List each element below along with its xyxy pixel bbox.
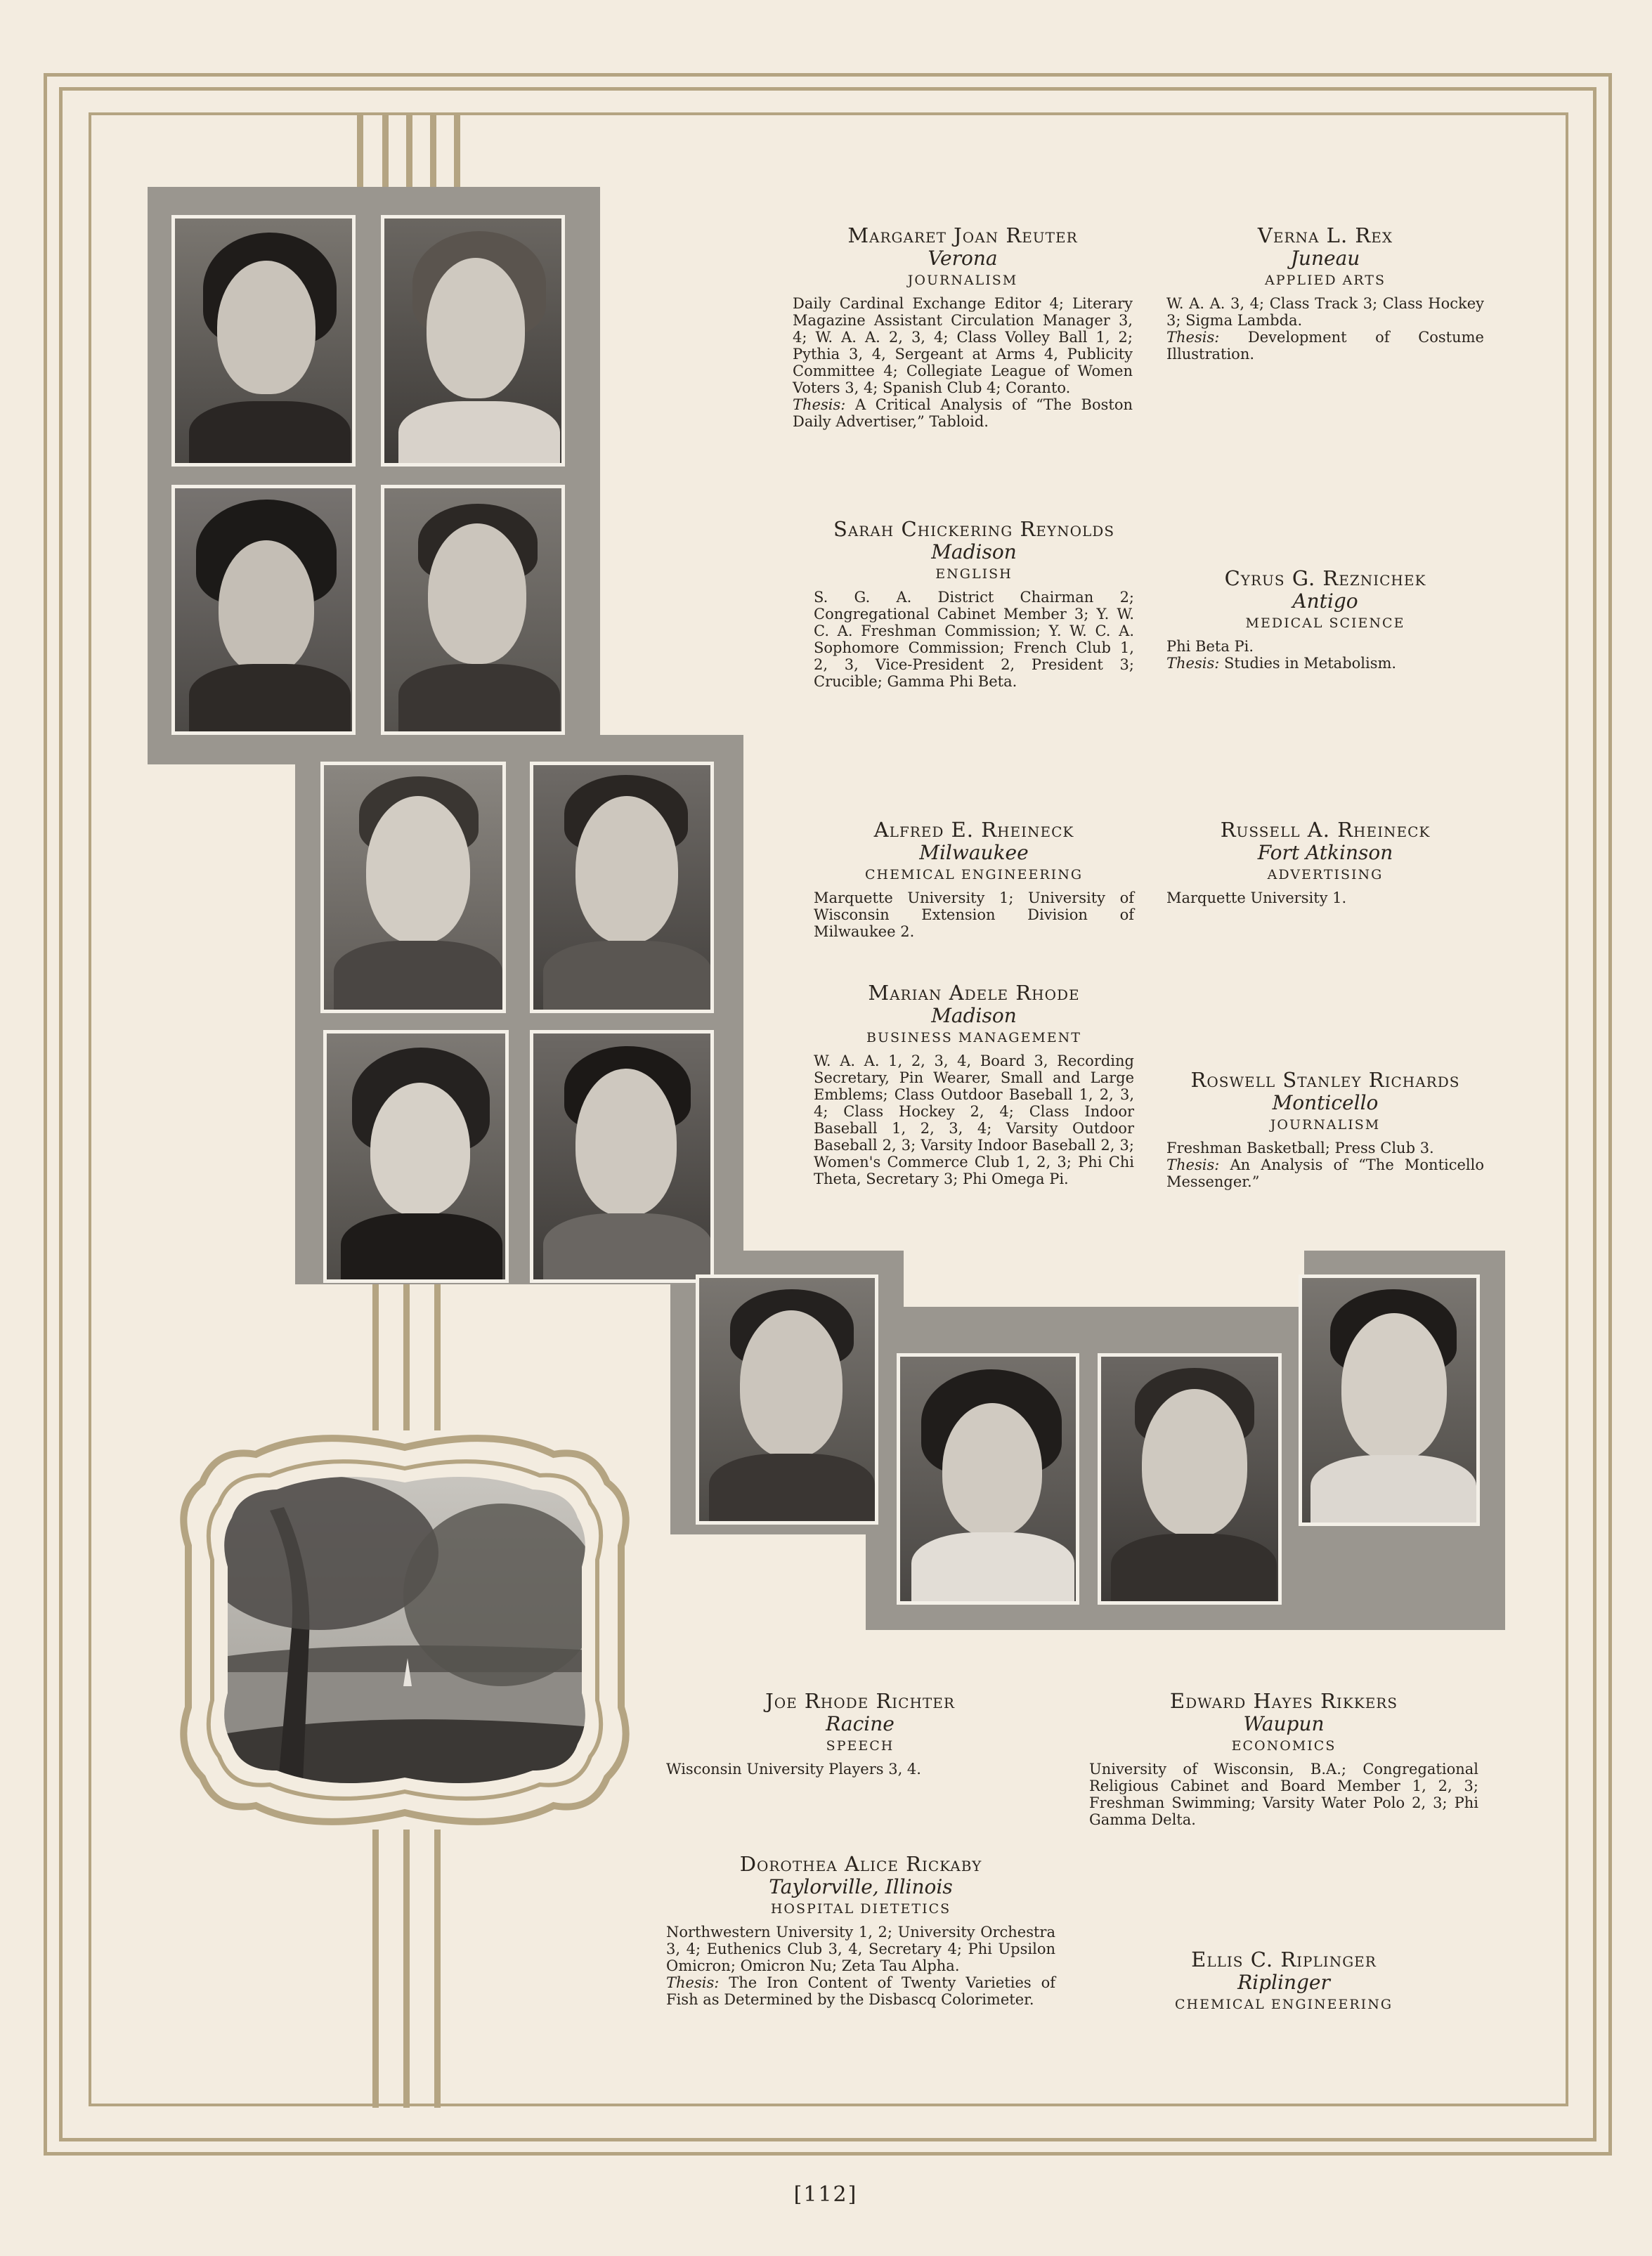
- department: ADVERTISING: [1267, 867, 1384, 882]
- student-name: Margaret Joan Reuter: [847, 223, 1078, 247]
- thesis-text: An Analysis of “The Monticello Messenger.”: [1166, 1156, 1484, 1190]
- portrait-photo: [323, 1030, 509, 1283]
- thesis-text: A Critical Analysis of “The Boston Daily Advertiser,” Tabloid.: [793, 396, 1133, 430]
- student-entry: [1089, 1689, 1478, 1828]
- portrait-photo: [1299, 1274, 1480, 1526]
- hometown: Fort Atkinson: [1257, 841, 1393, 864]
- portrait-photo: [171, 485, 356, 735]
- landscape-cartouche: [171, 1426, 638, 1834]
- student-entry: [1166, 566, 1484, 672]
- student-name: Dorothea Alice Rickaby: [739, 1852, 982, 1876]
- thesis-label: Thesis:: [1166, 329, 1220, 346]
- thesis: [666, 1974, 1055, 2008]
- thesis-label: Thesis:: [1166, 655, 1220, 672]
- hometown: Milwaukee: [919, 841, 1029, 864]
- student-name: Sarah Chickering Reynolds: [833, 517, 1115, 541]
- mat-gap: [904, 1251, 1304, 1307]
- department: SPEECH: [826, 1738, 895, 1754]
- student-entry: [1166, 223, 1484, 363]
- student-name: Alfred E. Rheineck: [873, 818, 1074, 842]
- department: HOSPITAL DIETETICS: [770, 1901, 951, 1917]
- student-entry: [814, 818, 1134, 940]
- thesis-text: Development of Costume Illustration.: [1166, 329, 1484, 363]
- ornament-rule: [382, 112, 389, 190]
- ornament-rule: [403, 1283, 410, 1430]
- department: ECONOMICS: [1231, 1738, 1336, 1754]
- hometown: Antigo: [1292, 589, 1358, 613]
- portrait-photo: [1098, 1353, 1282, 1605]
- student-entry: [1166, 818, 1484, 906]
- student-name: Cyrus G. Reznichek: [1224, 566, 1426, 590]
- hometown: Racine: [826, 1712, 895, 1735]
- activities: Marquette University 1; University of Wisconsin Extension Division of Milwaukee 2.: [814, 889, 1134, 940]
- hometown: Waupun: [1243, 1712, 1325, 1735]
- portrait-photo: [897, 1353, 1079, 1605]
- thesis-text: Studies in Metabolism.: [1224, 655, 1397, 672]
- portrait-photo: [696, 1274, 878, 1525]
- cartouche-ornament-icon: [171, 1426, 638, 1834]
- portrait-photo: [530, 1030, 714, 1283]
- thesis: [1166, 329, 1484, 363]
- page-number: [112]: [793, 2182, 858, 2207]
- activities: W. A. A. 1, 2, 3, 4, Board 3, Recording Secretary, Pin Wearer, Small and Large Emblems; Class Outdoor Baseball 1, 2, 3, 4; Class Hockey 2, 4; Class Indoor Baseball 1, 2, 3, 4; Varsity Outdoor Baseball 2, 3; Varsity Indoor Baseball 2, 3; Women's Commerce Club 1, 2, 3; Phi Chi Theta, Secretary 3; Phi Omega Pi.: [814, 1052, 1134, 1187]
- ornament-rule: [372, 1830, 379, 2108]
- student-name: Roswell Stanley Richards: [1190, 1068, 1460, 1092]
- ornament-rule: [430, 112, 436, 190]
- student-name: Marian Adele Rhode: [868, 981, 1080, 1005]
- portrait-photo: [381, 215, 565, 467]
- hometown: Riplinger: [1237, 1971, 1330, 1994]
- ornament-rule: [434, 1830, 441, 2108]
- student-entry: [814, 517, 1134, 690]
- student-entry: [793, 223, 1133, 430]
- student-entry: [814, 981, 1134, 1187]
- activities: Phi Beta Pi.: [1166, 638, 1254, 655]
- hometown: Verona: [928, 247, 998, 270]
- student-name: Russell A. Rheineck: [1220, 818, 1431, 842]
- thesis: [793, 396, 1133, 430]
- department: BUSINESS MANAGEMENT: [866, 1030, 1081, 1045]
- student-name: Edward Hayes Rikkers: [1169, 1689, 1398, 1713]
- activities: University of Wisconsin, B.A.; Congregational Religious Cabinet and Board Member 1, 2, 3; Freshman Swimming; Varsity Water Polo 2, 3; Phi Gamma Delta.: [1089, 1761, 1478, 1828]
- ornament-rule: [357, 112, 363, 190]
- department: ENGLISH: [935, 566, 1013, 582]
- ornament-rule: [406, 112, 412, 190]
- student-name: Joe Rhode Richter: [765, 1689, 955, 1713]
- thesis-label: Thesis:: [793, 396, 846, 413]
- portrait-photo: [320, 762, 506, 1013]
- activities: W. A. A. 3, 4; Class Track 3; Class Hockey 3; Sigma Lambda.: [1166, 295, 1484, 329]
- hometown: Juneau: [1290, 247, 1360, 270]
- thesis-label: Thesis:: [666, 1974, 720, 1991]
- student-entry: [666, 1689, 1054, 1778]
- student-name: Ellis C. Riplinger: [1191, 1948, 1377, 1971]
- hometown: Taylorville, Illinois: [769, 1875, 953, 1898]
- portrait-photo: [171, 215, 356, 467]
- department: CHEMICAL ENGINEERING: [1174, 1997, 1393, 2012]
- portrait-photo: [381, 485, 565, 735]
- hometown: Madison: [931, 540, 1017, 563]
- department: JOURNALISM: [1270, 1117, 1381, 1133]
- thesis: [1166, 1156, 1484, 1190]
- hometown: Madison: [931, 1004, 1017, 1027]
- activities: S. G. A. District Chairman 2; Congregational Cabinet Member 3; Y. W. C. A. Freshman Commission; Y. W. C. A. Sophomore Commission; French Club 1, 2, 3, Vice-President 2, President 3; Crucible; Gamma Phi Beta.: [814, 589, 1134, 690]
- thesis-text: The Iron Content of Twenty Varieties of Fish as Determined by the Disbascq Colorimeter.: [666, 1974, 1055, 2008]
- activities: Freshman Basketball; Press Club 3.: [1166, 1140, 1434, 1156]
- hometown: Monticello: [1272, 1091, 1379, 1114]
- ornament-rule: [434, 1283, 441, 1430]
- student-name: Verna L. Rex: [1257, 223, 1393, 247]
- department: CHEMICAL ENGINEERING: [864, 867, 1083, 882]
- activities: Daily Cardinal Exchange Editor 4; Literary Magazine Assistant Circulation Manager 3, 4; W. A. A. 2, 3, 4; Class Volley Ball 1, 2; Pythia 3, 4, Sergeant at Arms 4, Publicity Committee 4; Collegiate League of Women Voters 3, 4; Spanish Club 4; Coranto.: [793, 295, 1133, 396]
- activities: Marquette University 1.: [1166, 889, 1347, 906]
- student-entry: [666, 1852, 1055, 2008]
- thesis: [1166, 655, 1484, 672]
- thesis-label: Thesis:: [1166, 1156, 1220, 1173]
- department: JOURNALISM: [907, 273, 1018, 288]
- portrait-photo: [530, 762, 714, 1013]
- ornament-rule: [403, 1830, 410, 2108]
- student-entry: [1166, 1068, 1484, 1190]
- department: APPLIED ARTS: [1265, 273, 1386, 288]
- student-entry: [1089, 1948, 1478, 2015]
- ornament-rule: [372, 1283, 379, 1430]
- activities: Wisconsin University Players 3, 4.: [666, 1761, 921, 1778]
- department: MEDICAL SCIENCE: [1245, 615, 1405, 631]
- activities: Northwestern University 1, 2; University Orchestra 3, 4; Euthenics Club 3, 4, Secretary 4; Phi Upsilon Omicron; Omicron Nu; Zeta Tau Alpha.: [666, 1924, 1055, 1974]
- ornament-rule: [454, 112, 460, 190]
